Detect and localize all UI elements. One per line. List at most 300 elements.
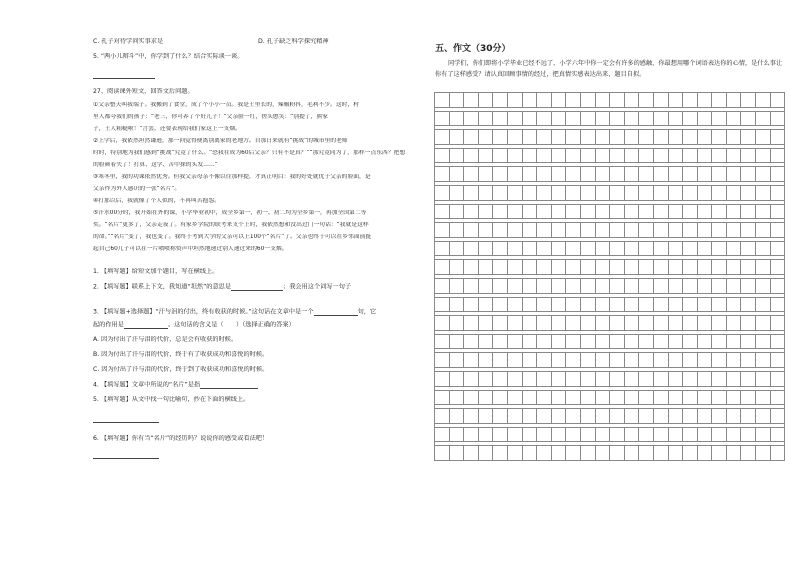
- grid-cell[interactable]: [450, 316, 465, 331]
- grid-cell[interactable]: [712, 279, 727, 294]
- grid-cell[interactable]: [581, 205, 596, 220]
- grid-cell[interactable]: [610, 298, 625, 313]
- grid-cell[interactable]: [523, 260, 538, 275]
- grid-cell[interactable]: [771, 279, 786, 294]
- grid-cell[interactable]: [596, 391, 611, 406]
- grid-cell[interactable]: [523, 149, 538, 164]
- grid-cell[interactable]: [639, 149, 654, 164]
- grid-cell[interactable]: [493, 112, 508, 127]
- grid-cell[interactable]: [450, 167, 465, 182]
- grid-cell[interactable]: [771, 260, 786, 275]
- grid-cell[interactable]: [450, 353, 465, 368]
- grid-cell[interactable]: [552, 186, 567, 201]
- grid-cell[interactable]: [493, 372, 508, 387]
- grid-cell[interactable]: [435, 409, 450, 424]
- grid-cell[interactable]: [639, 298, 654, 313]
- grid-cell[interactable]: [508, 391, 523, 406]
- grid-cell[interactable]: [625, 223, 640, 238]
- grid-cell[interactable]: [435, 112, 450, 127]
- grid-cell[interactable]: [450, 298, 465, 313]
- grid-cell[interactable]: [552, 93, 567, 108]
- grid-cell[interactable]: [493, 186, 508, 201]
- grid-cell[interactable]: [523, 186, 538, 201]
- grid-cell[interactable]: [537, 279, 552, 294]
- grid-cell[interactable]: [712, 93, 727, 108]
- grid-cell[interactable]: [756, 112, 771, 127]
- grid-cell[interactable]: [596, 260, 611, 275]
- grid-cell[interactable]: [523, 205, 538, 220]
- grid-cell[interactable]: [683, 186, 698, 201]
- grid-cell[interactable]: [581, 112, 596, 127]
- grid-cell[interactable]: [493, 260, 508, 275]
- grid-cell[interactable]: [669, 409, 684, 424]
- grid-cell[interactable]: [493, 205, 508, 220]
- grid-cell[interactable]: [698, 112, 713, 127]
- grid-cell[interactable]: [771, 93, 786, 108]
- grid-cell[interactable]: [523, 279, 538, 294]
- grid-cell[interactable]: [741, 149, 756, 164]
- grid-cell[interactable]: [610, 353, 625, 368]
- grid-cell[interactable]: [625, 316, 640, 331]
- grid-cell[interactable]: [435, 242, 450, 257]
- grid-cell[interactable]: [683, 279, 698, 294]
- grid-cell[interactable]: [566, 167, 581, 182]
- grid-cell[interactable]: [756, 260, 771, 275]
- grid-cell[interactable]: [596, 167, 611, 182]
- grid-cell[interactable]: [552, 335, 567, 350]
- grid-cell[interactable]: [523, 298, 538, 313]
- grid-cell[interactable]: [537, 112, 552, 127]
- grid-cell[interactable]: [669, 428, 684, 443]
- grid-cell[interactable]: [523, 335, 538, 350]
- grid-cell[interactable]: [625, 279, 640, 294]
- grid-cell[interactable]: [712, 242, 727, 257]
- grid-cell[interactable]: [756, 409, 771, 424]
- grid-cell[interactable]: [508, 298, 523, 313]
- grid-cell[interactable]: [508, 260, 523, 275]
- grid-cell[interactable]: [683, 409, 698, 424]
- grid-cell[interactable]: [610, 93, 625, 108]
- grid-cell[interactable]: [654, 242, 669, 257]
- grid-cell[interactable]: [464, 428, 479, 443]
- grid-cell[interactable]: [581, 149, 596, 164]
- grid-cell[interactable]: [552, 372, 567, 387]
- grid-cell[interactable]: [508, 372, 523, 387]
- grid-cell[interactable]: [712, 372, 727, 387]
- grid-cell[interactable]: [712, 316, 727, 331]
- grid-cell[interactable]: [771, 205, 786, 220]
- grid-cell[interactable]: [610, 391, 625, 406]
- grid-cell[interactable]: [450, 93, 465, 108]
- grid-cell[interactable]: [435, 335, 450, 350]
- grid-cell[interactable]: [669, 112, 684, 127]
- grid-cell[interactable]: [508, 242, 523, 257]
- grid-cell[interactable]: [552, 316, 567, 331]
- grid-cell[interactable]: [596, 205, 611, 220]
- grid-cell[interactable]: [712, 186, 727, 201]
- grid-cell[interactable]: [727, 372, 742, 387]
- grid-cell[interactable]: [625, 409, 640, 424]
- grid-cell[interactable]: [771, 353, 786, 368]
- grid-cell[interactable]: [625, 93, 640, 108]
- grid-cell[interactable]: [508, 167, 523, 182]
- grid-cell[interactable]: [464, 409, 479, 424]
- grid-cell[interactable]: [566, 353, 581, 368]
- grid-cell[interactable]: [581, 316, 596, 331]
- grid-cell[interactable]: [669, 186, 684, 201]
- grid-cell[interactable]: [625, 167, 640, 182]
- grid-cell[interactable]: [552, 353, 567, 368]
- grid-cell[interactable]: [683, 428, 698, 443]
- grid-cell[interactable]: [698, 167, 713, 182]
- grid-cell[interactable]: [712, 130, 727, 145]
- grid-cell[interactable]: [450, 149, 465, 164]
- grid-cell[interactable]: [741, 372, 756, 387]
- grid-cell[interactable]: [654, 298, 669, 313]
- grid-cell[interactable]: [566, 446, 581, 461]
- grid-cell[interactable]: [581, 409, 596, 424]
- grid-cell[interactable]: [625, 428, 640, 443]
- grid-cell[interactable]: [508, 186, 523, 201]
- grid-cell[interactable]: [581, 428, 596, 443]
- grid-cell[interactable]: [435, 130, 450, 145]
- grid-cell[interactable]: [464, 316, 479, 331]
- grid-cell[interactable]: [493, 335, 508, 350]
- grid-cell[interactable]: [625, 242, 640, 257]
- grid-cell[interactable]: [756, 223, 771, 238]
- grid-cell[interactable]: [523, 93, 538, 108]
- grid-cell[interactable]: [756, 316, 771, 331]
- grid-cell[interactable]: [479, 93, 494, 108]
- grid-cell[interactable]: [712, 149, 727, 164]
- grid-cell[interactable]: [523, 391, 538, 406]
- grid-cell[interactable]: [669, 93, 684, 108]
- grid-cell[interactable]: [610, 372, 625, 387]
- grid-cell[interactable]: [654, 428, 669, 443]
- grid-cell[interactable]: [566, 149, 581, 164]
- grid-cell[interactable]: [537, 167, 552, 182]
- grid-cell[interactable]: [683, 335, 698, 350]
- grid-cell[interactable]: [654, 391, 669, 406]
- grid-cell[interactable]: [741, 446, 756, 461]
- grid-cell[interactable]: [610, 205, 625, 220]
- grid-cell[interactable]: [756, 93, 771, 108]
- grid-cell[interactable]: [596, 316, 611, 331]
- grid-cell[interactable]: [669, 260, 684, 275]
- grid-cell[interactable]: [698, 130, 713, 145]
- grid-cell[interactable]: [698, 205, 713, 220]
- grid-cell[interactable]: [450, 428, 465, 443]
- grid-cell[interactable]: [639, 353, 654, 368]
- grid-cell[interactable]: [669, 316, 684, 331]
- grid-cell[interactable]: [741, 298, 756, 313]
- grid-cell[interactable]: [450, 391, 465, 406]
- grid-cell[interactable]: [435, 298, 450, 313]
- grid-cell[interactable]: [435, 372, 450, 387]
- grid-cell[interactable]: [683, 242, 698, 257]
- grid-cell[interactable]: [552, 223, 567, 238]
- grid-cell[interactable]: [741, 335, 756, 350]
- grid-cell[interactable]: [537, 149, 552, 164]
- grid-cell[interactable]: [639, 223, 654, 238]
- grid-cell[interactable]: [639, 372, 654, 387]
- grid-cell[interactable]: [625, 112, 640, 127]
- grid-cell[interactable]: [771, 130, 786, 145]
- grid-cell[interactable]: [566, 372, 581, 387]
- grid-cell[interactable]: [581, 260, 596, 275]
- grid-cell[interactable]: [537, 446, 552, 461]
- grid-cell[interactable]: [741, 428, 756, 443]
- grid-cell[interactable]: [596, 149, 611, 164]
- grid-cell[interactable]: [450, 242, 465, 257]
- grid-cell[interactable]: [566, 391, 581, 406]
- grid-cell[interactable]: [610, 279, 625, 294]
- grid-cell[interactable]: [683, 298, 698, 313]
- grid-cell[interactable]: [523, 167, 538, 182]
- grid-cell[interactable]: [625, 446, 640, 461]
- grid-cell[interactable]: [552, 428, 567, 443]
- grid-cell[interactable]: [610, 260, 625, 275]
- grid-cell[interactable]: [698, 186, 713, 201]
- grid-cell[interactable]: [479, 130, 494, 145]
- grid-cell[interactable]: [683, 130, 698, 145]
- grid-cell[interactable]: [654, 205, 669, 220]
- grid-cell[interactable]: [669, 223, 684, 238]
- grid-cell[interactable]: [552, 205, 567, 220]
- grid-cell[interactable]: [552, 260, 567, 275]
- grid-cell[interactable]: [450, 260, 465, 275]
- grid-cell[interactable]: [479, 167, 494, 182]
- grid-cell[interactable]: [552, 149, 567, 164]
- grid-cell[interactable]: [552, 130, 567, 145]
- grid-cell[interactable]: [712, 335, 727, 350]
- grid-cell[interactable]: [610, 242, 625, 257]
- grid-cell[interactable]: [596, 279, 611, 294]
- grid-cell[interactable]: [756, 167, 771, 182]
- grid-cell[interactable]: [581, 353, 596, 368]
- grid-cell[interactable]: [479, 409, 494, 424]
- grid-cell[interactable]: [654, 372, 669, 387]
- grid-cell[interactable]: [435, 93, 450, 108]
- grid-cell[interactable]: [669, 167, 684, 182]
- grid-cell[interactable]: [523, 242, 538, 257]
- grid-cell[interactable]: [712, 167, 727, 182]
- grid-cell[interactable]: [464, 353, 479, 368]
- grid-cell[interactable]: [581, 279, 596, 294]
- grid-cell[interactable]: [581, 335, 596, 350]
- grid-cell[interactable]: [654, 353, 669, 368]
- grid-cell[interactable]: [727, 167, 742, 182]
- grid-cell[interactable]: [698, 391, 713, 406]
- grid-cell[interactable]: [771, 242, 786, 257]
- grid-cell[interactable]: [523, 316, 538, 331]
- grid-cell[interactable]: [625, 372, 640, 387]
- grid-cell[interactable]: [552, 242, 567, 257]
- grid-cell[interactable]: [566, 205, 581, 220]
- grid-cell[interactable]: [566, 130, 581, 145]
- grid-cell[interactable]: [435, 428, 450, 443]
- grid-cell[interactable]: [596, 223, 611, 238]
- grid-cell[interactable]: [435, 279, 450, 294]
- grid-cell[interactable]: [610, 446, 625, 461]
- grid-cell[interactable]: [566, 279, 581, 294]
- grid-cell[interactable]: [479, 205, 494, 220]
- grid-cell[interactable]: [537, 205, 552, 220]
- grid-cell[interactable]: [523, 130, 538, 145]
- grid-cell[interactable]: [639, 205, 654, 220]
- grid-cell[interactable]: [639, 167, 654, 182]
- grid-cell[interactable]: [625, 205, 640, 220]
- grid-cell[interactable]: [654, 167, 669, 182]
- grid-cell[interactable]: [596, 242, 611, 257]
- grid-cell[interactable]: [508, 446, 523, 461]
- grid-cell[interactable]: [464, 149, 479, 164]
- grid-cell[interactable]: [523, 223, 538, 238]
- grid-cell[interactable]: [669, 372, 684, 387]
- grid-cell[interactable]: [654, 130, 669, 145]
- grid-cell[interactable]: [639, 186, 654, 201]
- grid-cell[interactable]: [756, 130, 771, 145]
- grid-cell[interactable]: [479, 298, 494, 313]
- grid-cell[interactable]: [479, 353, 494, 368]
- grid-cell[interactable]: [625, 391, 640, 406]
- grid-cell[interactable]: [596, 298, 611, 313]
- grid-cell[interactable]: [756, 298, 771, 313]
- grid-cell[interactable]: [479, 186, 494, 201]
- grid-cell[interactable]: [683, 205, 698, 220]
- grid-cell[interactable]: [537, 428, 552, 443]
- grid-cell[interactable]: [712, 446, 727, 461]
- grid-cell[interactable]: [537, 260, 552, 275]
- grid-cell[interactable]: [654, 446, 669, 461]
- grid-cell[interactable]: [479, 242, 494, 257]
- grid-cell[interactable]: [756, 242, 771, 257]
- grid-cell[interactable]: [639, 391, 654, 406]
- grid-cell[interactable]: [566, 316, 581, 331]
- grid-cell[interactable]: [493, 409, 508, 424]
- grid-cell[interactable]: [566, 298, 581, 313]
- grid-cell[interactable]: [683, 112, 698, 127]
- grid-cell[interactable]: [741, 409, 756, 424]
- grid-cell[interactable]: [698, 353, 713, 368]
- grid-cell[interactable]: [450, 205, 465, 220]
- grid-cell[interactable]: [552, 409, 567, 424]
- grid-cell[interactable]: [566, 242, 581, 257]
- grid-cell[interactable]: [683, 223, 698, 238]
- grid-cell[interactable]: [479, 316, 494, 331]
- grid-cell[interactable]: [581, 130, 596, 145]
- grid-cell[interactable]: [464, 372, 479, 387]
- grid-cell[interactable]: [712, 409, 727, 424]
- grid-cell[interactable]: [771, 372, 786, 387]
- grid-cell[interactable]: [464, 130, 479, 145]
- grid-cell[interactable]: [654, 260, 669, 275]
- grid-cell[interactable]: [566, 186, 581, 201]
- grid-cell[interactable]: [581, 391, 596, 406]
- grid-cell[interactable]: [771, 298, 786, 313]
- grid-cell[interactable]: [639, 446, 654, 461]
- grid-cell[interactable]: [712, 205, 727, 220]
- grid-cell[interactable]: [508, 130, 523, 145]
- grid-cell[interactable]: [493, 353, 508, 368]
- grid-cell[interactable]: [537, 372, 552, 387]
- grid-cell[interactable]: [508, 279, 523, 294]
- grid-cell[interactable]: [698, 428, 713, 443]
- grid-cell[interactable]: [741, 353, 756, 368]
- grid-cell[interactable]: [698, 279, 713, 294]
- grid-cell[interactable]: [639, 316, 654, 331]
- grid-cell[interactable]: [625, 298, 640, 313]
- grid-cell[interactable]: [698, 446, 713, 461]
- grid-cell[interactable]: [654, 409, 669, 424]
- answer-blank[interactable]: [200, 381, 258, 389]
- grid-cell[interactable]: [698, 409, 713, 424]
- grid-cell[interactable]: [741, 260, 756, 275]
- grid-cell[interactable]: [581, 446, 596, 461]
- grid-cell[interactable]: [669, 335, 684, 350]
- grid-cell[interactable]: [654, 112, 669, 127]
- grid-cell[interactable]: [756, 372, 771, 387]
- grid-cell[interactable]: [771, 316, 786, 331]
- grid-cell[interactable]: [566, 409, 581, 424]
- grid-cell[interactable]: [698, 335, 713, 350]
- grid-cell[interactable]: [727, 428, 742, 443]
- grid-cell[interactable]: [727, 242, 742, 257]
- grid-cell[interactable]: [464, 242, 479, 257]
- grid-cell[interactable]: [771, 409, 786, 424]
- grid-cell[interactable]: [683, 167, 698, 182]
- grid-cell[interactable]: [596, 130, 611, 145]
- answer-blank[interactable]: [231, 283, 283, 291]
- grid-cell[interactable]: [493, 242, 508, 257]
- grid-cell[interactable]: [654, 279, 669, 294]
- grid-cell[interactable]: [596, 186, 611, 201]
- grid-cell[interactable]: [566, 112, 581, 127]
- grid-cell[interactable]: [712, 391, 727, 406]
- grid-cell[interactable]: [479, 279, 494, 294]
- grid-cell[interactable]: [493, 298, 508, 313]
- grid-cell[interactable]: [552, 112, 567, 127]
- grid-cell[interactable]: [698, 242, 713, 257]
- grid-cell[interactable]: [727, 446, 742, 461]
- grid-cell[interactable]: [741, 223, 756, 238]
- grid-cell[interactable]: [756, 353, 771, 368]
- grid-cell[interactable]: [596, 112, 611, 127]
- grid-cell[interactable]: [479, 149, 494, 164]
- grid-cell[interactable]: [493, 316, 508, 331]
- grid-cell[interactable]: [756, 391, 771, 406]
- grid-cell[interactable]: [727, 353, 742, 368]
- grid-cell[interactable]: [639, 428, 654, 443]
- grid-cell[interactable]: [537, 223, 552, 238]
- grid-cell[interactable]: [625, 130, 640, 145]
- grid-cell[interactable]: [741, 93, 756, 108]
- grid-cell[interactable]: [450, 186, 465, 201]
- grid-cell[interactable]: [596, 409, 611, 424]
- grid-cell[interactable]: [581, 167, 596, 182]
- grid-cell[interactable]: [464, 446, 479, 461]
- grid-cell[interactable]: [450, 130, 465, 145]
- grid-cell[interactable]: [727, 298, 742, 313]
- grid-cell[interactable]: [450, 223, 465, 238]
- grid-cell[interactable]: [508, 409, 523, 424]
- grid-cell[interactable]: [566, 93, 581, 108]
- grid-cell[interactable]: [493, 149, 508, 164]
- grid-cell[interactable]: [610, 409, 625, 424]
- grid-cell[interactable]: [683, 353, 698, 368]
- grid-cell[interactable]: [610, 167, 625, 182]
- writing-grid[interactable]: [434, 92, 785, 461]
